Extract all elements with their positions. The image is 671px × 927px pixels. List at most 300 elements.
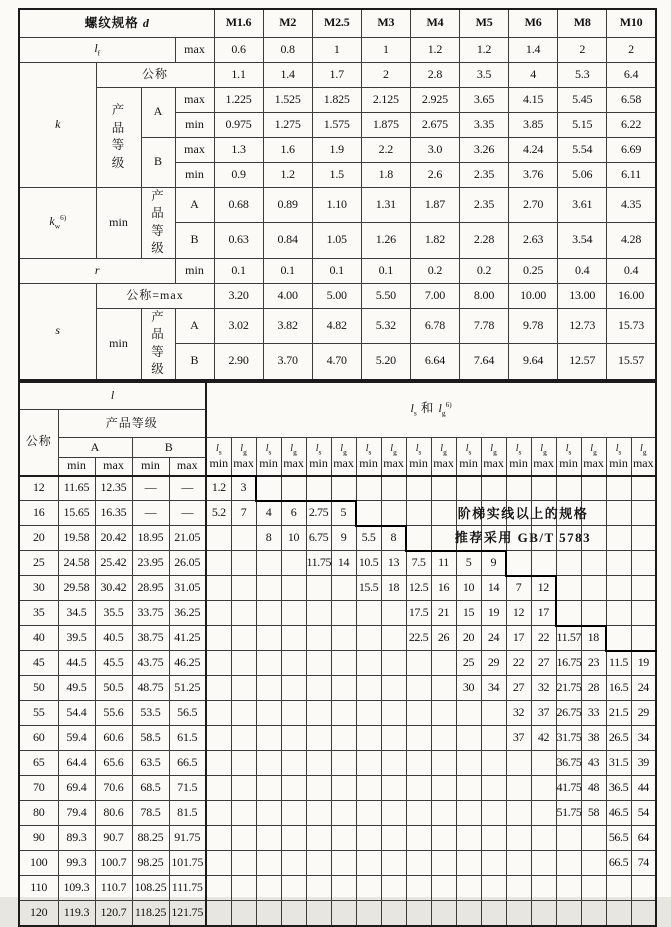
value-cell-r_min-M5: 0.2 xyxy=(459,258,508,283)
empty-cell xyxy=(331,601,356,626)
lg-max-cell: 33 xyxy=(581,701,606,726)
nominal-label: 公称 xyxy=(96,62,214,87)
empty-cell xyxy=(431,676,456,701)
ls-min-cell: 36.5 xyxy=(606,776,631,801)
empty-cell xyxy=(606,501,631,526)
empty-cell xyxy=(231,726,256,751)
empty-cell xyxy=(306,751,331,776)
empty-cell xyxy=(531,526,556,551)
empty-cell xyxy=(506,801,531,826)
empty-cell xyxy=(406,776,431,801)
empty-cell xyxy=(456,851,481,876)
ls-min-cell: 21.75 xyxy=(556,676,581,701)
empty-cell xyxy=(206,826,231,851)
tolerance-cell-B_min: 98.25 xyxy=(132,851,169,876)
empty-cell xyxy=(206,876,231,901)
value-cell-k_B_min-M3: 1.8 xyxy=(361,162,410,187)
value-cell-s_nominal_max-M2.5: 5.00 xyxy=(312,283,361,308)
ls-min-cell: 30 xyxy=(456,676,481,701)
ls-min-cell: 10 xyxy=(456,576,481,601)
tolerance-cell-A_min: 24.58 xyxy=(58,551,95,576)
tolerance-cell-B_max: 31.05 xyxy=(169,576,206,601)
empty-cell xyxy=(381,901,406,926)
empty-cell xyxy=(256,551,281,576)
length-nominal-cell: 25 xyxy=(19,551,58,576)
lg-max-cell: 13 xyxy=(381,551,406,576)
lg-max-cell: 6 xyxy=(281,501,306,526)
length-nominal-cell: 20 xyxy=(19,526,58,551)
tolerance-cell-A_max: 40.5 xyxy=(95,626,132,651)
value-cell-r_min-M2: 0.1 xyxy=(263,258,312,283)
empty-cell xyxy=(406,676,431,701)
value-cell-k_A_max-M6: 4.15 xyxy=(509,87,558,112)
tolerance-cell-B_min: 53.5 xyxy=(132,701,169,726)
length-nominal-cell: 12 xyxy=(19,476,58,501)
empty-cell xyxy=(306,626,331,651)
value-cell-k_B_min-M6: 3.76 xyxy=(509,162,558,187)
empty-cell xyxy=(331,626,356,651)
value-cell-k_A_max-M5: 3.65 xyxy=(459,87,508,112)
empty-cell xyxy=(231,901,256,926)
grade-label: 产品等级 xyxy=(96,87,141,187)
tolerance-cell-A_min: 69.4 xyxy=(58,776,95,801)
empty-cell xyxy=(331,726,356,751)
header-lg-max: $l_g$ max xyxy=(231,438,256,476)
value-cell-s_A_min-M2.5: 4.82 xyxy=(312,308,361,344)
header-grade: 产品等级 xyxy=(58,410,206,438)
value-cell-k_nominal-M1.6: 1.1 xyxy=(214,62,263,87)
empty-cell xyxy=(406,801,431,826)
length-nominal-cell: 70 xyxy=(19,776,58,801)
limit-label: min xyxy=(58,458,95,476)
tolerance-cell-B_max: 51.25 xyxy=(169,676,206,701)
tolerance-cell-B_max: 71.5 xyxy=(169,776,206,801)
empty-cell xyxy=(631,901,656,926)
empty-cell xyxy=(506,526,531,551)
value-cell-k_A_min-M3: 1.875 xyxy=(361,112,410,137)
tolerance-cell-B_max: 81.5 xyxy=(169,801,206,826)
tolerance-cell-A_min: 109.3 xyxy=(58,876,95,901)
length-nominal-cell: 16 xyxy=(19,501,58,526)
empty-cell xyxy=(331,476,356,501)
value-cell-s_B_min-M4: 6.64 xyxy=(410,344,459,380)
empty-cell xyxy=(281,851,306,876)
empty-cell xyxy=(481,876,506,901)
row-label-k: k xyxy=(19,62,96,187)
tolerance-cell-B_min: 118.25 xyxy=(132,901,169,926)
value-cell-kw_B_min-M5: 2.28 xyxy=(459,223,508,259)
empty-cell xyxy=(231,851,256,876)
row-label-s: s xyxy=(19,283,96,380)
header-lg-max: $l_g$ max xyxy=(431,438,456,476)
value-cell-s_B_min-M5: 7.64 xyxy=(459,344,508,380)
header-lg-max: $l_g$ max xyxy=(631,438,656,476)
tolerance-cell-B_min: 28.95 xyxy=(132,576,169,601)
empty-cell xyxy=(506,751,531,776)
header-ls-min: $l_s$ min xyxy=(556,438,581,476)
header-ls-min: $l_s$ min xyxy=(456,438,481,476)
empty-cell xyxy=(206,651,231,676)
empty-cell xyxy=(331,651,356,676)
lg-max-cell: 7 xyxy=(231,501,256,526)
empty-cell xyxy=(281,726,306,751)
lg-max-cell: 19 xyxy=(631,651,656,676)
tolerance-cell-A_max: 16.35 xyxy=(95,501,132,526)
lg-max-cell: 5 xyxy=(331,501,356,526)
empty-cell xyxy=(531,551,556,576)
empty-cell xyxy=(306,726,331,751)
empty-cell xyxy=(306,876,331,901)
empty-cell xyxy=(281,551,306,576)
empty-cell xyxy=(306,651,331,676)
empty-cell xyxy=(256,826,281,851)
empty-cell xyxy=(231,576,256,601)
empty-cell xyxy=(231,776,256,801)
header-ls-min: $l_s$ min xyxy=(506,438,531,476)
empty-cell xyxy=(256,676,281,701)
empty-cell xyxy=(556,876,581,901)
empty-cell xyxy=(606,601,631,626)
ls-min-cell: 31.75 xyxy=(556,726,581,751)
header-ls-min: $l_s$ min xyxy=(356,438,381,476)
tolerance-cell-A_min: 59.4 xyxy=(58,726,95,751)
empty-cell xyxy=(206,901,231,926)
value-cell-k_B_max-M6: 4.24 xyxy=(509,137,558,162)
limit-label: min xyxy=(175,112,214,137)
tolerance-cell-B_min: 58.5 xyxy=(132,726,169,751)
empty-cell xyxy=(281,476,306,501)
empty-cell xyxy=(531,826,556,851)
empty-cell xyxy=(556,501,581,526)
value-cell-kw_A_min-M2.5: 1.10 xyxy=(312,187,361,223)
empty-cell xyxy=(256,651,281,676)
empty-cell xyxy=(531,801,556,826)
lg-max-cell: 23 xyxy=(581,651,606,676)
ls-min-cell: 27 xyxy=(506,676,531,701)
ls-min-cell: 5 xyxy=(456,551,481,576)
empty-cell xyxy=(506,851,531,876)
empty-cell xyxy=(531,476,556,501)
empty-cell xyxy=(331,826,356,851)
value-cell-r_min-M2.5: 0.1 xyxy=(312,258,361,283)
value-cell-k_A_min-M2.5: 1.575 xyxy=(312,112,361,137)
empty-cell xyxy=(631,601,656,626)
empty-cell xyxy=(231,526,256,551)
col-header-size: M5 xyxy=(459,9,508,37)
empty-cell xyxy=(431,801,456,826)
empty-cell xyxy=(556,526,581,551)
lg-max-cell: 28 xyxy=(581,676,606,701)
tolerance-cell-B_min: — xyxy=(132,476,169,501)
empty-cell xyxy=(281,576,306,601)
empty-cell xyxy=(281,826,306,851)
header-lg-max: $l_g$ max xyxy=(581,438,606,476)
empty-cell xyxy=(431,501,456,526)
lg-max-cell: 44 xyxy=(631,776,656,801)
lg-max-cell: 19 xyxy=(481,601,506,626)
tolerance-cell-A_min: 99.3 xyxy=(58,851,95,876)
empty-cell xyxy=(331,801,356,826)
tolerance-cell-A_max: 60.6 xyxy=(95,726,132,751)
col-header-size: M6 xyxy=(509,9,558,37)
value-cell-kw_A_min-M8: 3.61 xyxy=(558,187,607,223)
value-cell-s_B_min-M10: 15.57 xyxy=(607,344,656,380)
limit-label: max xyxy=(95,458,132,476)
value-cell-r_min-M6: 0.25 xyxy=(509,258,558,283)
empty-cell xyxy=(281,676,306,701)
empty-cell xyxy=(281,626,306,651)
empty-cell xyxy=(281,601,306,626)
value-cell-s_A_min-M1.6: 3.02 xyxy=(214,308,263,344)
ls-min-cell: 7 xyxy=(506,576,531,601)
tolerance-cell-B_max: 121.75 xyxy=(169,901,206,926)
tolerance-cell-A_min: 29.58 xyxy=(58,576,95,601)
empty-cell xyxy=(481,851,506,876)
tolerance-cell-A_min: 15.65 xyxy=(58,501,95,526)
ls-min-cell: 6.75 xyxy=(306,526,331,551)
tolerance-cell-A_max: 50.5 xyxy=(95,676,132,701)
empty-cell xyxy=(256,801,281,826)
grade-a-label: A xyxy=(141,87,175,137)
header-lg-max: $l_g$ max xyxy=(281,438,306,476)
value-cell-k_B_min-M10: 6.11 xyxy=(607,162,656,187)
value-cell-k_A_max-M2: 1.525 xyxy=(263,87,312,112)
empty-cell xyxy=(556,576,581,601)
tolerance-cell-B_max: 21.05 xyxy=(169,526,206,551)
empty-cell xyxy=(206,801,231,826)
value-cell-kw_B_min-M2.5: 1.05 xyxy=(312,223,361,259)
value-cell-k_B_min-M2: 1.2 xyxy=(263,162,312,187)
empty-cell xyxy=(481,826,506,851)
empty-cell xyxy=(481,501,506,526)
value-cell-lf_max-M4: 1.2 xyxy=(410,37,459,62)
value-cell-lf_max-M2.5: 1 xyxy=(312,37,361,62)
tolerance-cell-A_max: 100.7 xyxy=(95,851,132,876)
col-header-size: M1.6 xyxy=(214,9,263,37)
ls-min-cell: 15.5 xyxy=(356,576,381,601)
tolerance-cell-B_min: 18.95 xyxy=(132,526,169,551)
grade-a-label: A xyxy=(175,308,214,344)
value-cell-k_nominal-M8: 5.3 xyxy=(558,62,607,87)
value-cell-s_A_min-M3: 5.32 xyxy=(361,308,410,344)
header-grade-a: A xyxy=(58,438,132,458)
tolerance-cell-A_max: 25.42 xyxy=(95,551,132,576)
empty-cell xyxy=(581,501,606,526)
lg-max-cell: 17 xyxy=(531,601,556,626)
empty-cell xyxy=(231,601,256,626)
empty-cell xyxy=(631,476,656,501)
value-cell-kw_A_min-M10: 4.35 xyxy=(607,187,656,223)
empty-cell xyxy=(606,876,631,901)
empty-cell xyxy=(356,876,381,901)
ls-min-cell: 20 xyxy=(456,626,481,651)
empty-cell xyxy=(456,901,481,926)
empty-cell xyxy=(431,876,456,901)
header-lg-max: $l_g$ max xyxy=(331,438,356,476)
empty-cell xyxy=(581,851,606,876)
value-cell-k_B_max-M8: 5.54 xyxy=(558,137,607,162)
empty-cell xyxy=(281,876,306,901)
empty-cell xyxy=(381,776,406,801)
value-cell-kw_B_min-M4: 1.82 xyxy=(410,223,459,259)
tolerance-cell-B_max: 111.75 xyxy=(169,876,206,901)
empty-cell xyxy=(381,676,406,701)
empty-cell xyxy=(231,826,256,851)
tolerance-cell-B_max: 36.25 xyxy=(169,601,206,626)
header-ls-min: $l_s$ min xyxy=(406,438,431,476)
ls-min-cell: 26.75 xyxy=(556,701,581,726)
tolerance-cell-A_max: 120.7 xyxy=(95,901,132,926)
empty-cell xyxy=(506,501,531,526)
lg-max-cell: 14 xyxy=(481,576,506,601)
empty-cell xyxy=(456,826,481,851)
empty-cell xyxy=(356,651,381,676)
lg-max-cell: 24 xyxy=(631,676,656,701)
empty-cell xyxy=(606,526,631,551)
value-cell-k_A_min-M10: 6.22 xyxy=(607,112,656,137)
empty-cell xyxy=(306,826,331,851)
tolerance-cell-A_max: 20.42 xyxy=(95,526,132,551)
grade-a-label: A xyxy=(175,187,214,223)
value-cell-lf_max-M8: 2 xyxy=(558,37,607,62)
tolerance-cell-B_min: 33.75 xyxy=(132,601,169,626)
empty-cell xyxy=(231,801,256,826)
empty-cell xyxy=(456,776,481,801)
ls-min-cell: 22.5 xyxy=(406,626,431,651)
empty-cell xyxy=(631,501,656,526)
note-line-1: 阶梯实线以上的规格 xyxy=(457,505,589,521)
value-cell-s_B_min-M6: 9.64 xyxy=(509,344,558,380)
ls-min-cell: 56.5 xyxy=(606,826,631,851)
empty-cell xyxy=(556,826,581,851)
empty-cell xyxy=(456,726,481,751)
empty-cell xyxy=(581,601,606,626)
value-cell-lf_max-M5: 1.2 xyxy=(459,37,508,62)
empty-cell xyxy=(406,501,431,526)
ls-min-cell: 8 xyxy=(256,526,281,551)
empty-cell xyxy=(256,851,281,876)
empty-cell xyxy=(481,476,506,501)
empty-cell xyxy=(206,626,231,651)
ls-min-cell: 16.5 xyxy=(606,676,631,701)
empty-cell xyxy=(406,901,431,926)
empty-cell xyxy=(256,901,281,926)
value-cell-s_B_min-M2.5: 4.70 xyxy=(312,344,361,380)
empty-cell xyxy=(331,751,356,776)
tolerance-cell-B_min: 88.25 xyxy=(132,826,169,851)
length-table-wrap xyxy=(18,381,655,927)
length-nominal-cell: 100 xyxy=(19,851,58,876)
value-cell-s_A_min-M6: 9.78 xyxy=(509,308,558,344)
value-cell-kw_A_min-M2: 0.89 xyxy=(263,187,312,223)
value-cell-k_B_min-M1.6: 0.9 xyxy=(214,162,263,187)
header-l: l xyxy=(19,382,206,410)
value-cell-kw_B_min-M10: 4.28 xyxy=(607,223,656,259)
empty-cell xyxy=(481,751,506,776)
lg-max-cell: 29 xyxy=(481,651,506,676)
note-line-2: 推荐采用 GB/T 5783 xyxy=(454,529,592,545)
empty-cell xyxy=(481,801,506,826)
ls-min-cell: 17 xyxy=(506,626,531,651)
empty-cell xyxy=(381,476,406,501)
length-nominal-cell: 40 xyxy=(19,626,58,651)
lg-max-cell: 58 xyxy=(581,801,606,826)
empty-cell xyxy=(481,776,506,801)
empty-cell xyxy=(306,476,331,501)
header-grade-b: B xyxy=(132,438,206,458)
ls-min-cell: 66.5 xyxy=(606,851,631,876)
tolerance-cell-B_max: 91.75 xyxy=(169,826,206,851)
value-cell-s_A_min-M8: 12.73 xyxy=(558,308,607,344)
tolerance-cell-B_max: — xyxy=(169,501,206,526)
empty-cell xyxy=(206,601,231,626)
empty-cell xyxy=(256,701,281,726)
empty-cell xyxy=(456,701,481,726)
limit-label: max xyxy=(169,458,206,476)
value-cell-r_min-M3: 0.1 xyxy=(361,258,410,283)
value-cell-k_B_max-M5: 3.26 xyxy=(459,137,508,162)
empty-cell xyxy=(381,501,406,526)
ls-min-cell: 11.57 xyxy=(556,626,581,651)
value-cell-lf_max-M2: 0.8 xyxy=(263,37,312,62)
length-nominal-cell: 50 xyxy=(19,676,58,701)
empty-cell xyxy=(206,701,231,726)
grade-label: 产品等级 xyxy=(141,308,175,380)
value-cell-s_A_min-M10: 15.73 xyxy=(607,308,656,344)
lg-max-cell: 29 xyxy=(631,701,656,726)
limit-label: min xyxy=(175,162,214,187)
empty-cell xyxy=(431,776,456,801)
length-nominal-cell: 110 xyxy=(19,876,58,901)
empty-cell xyxy=(581,876,606,901)
empty-cell xyxy=(581,476,606,501)
empty-cell xyxy=(506,776,531,801)
empty-cell xyxy=(456,501,481,526)
value-cell-kw_B_min-M6: 2.63 xyxy=(509,223,558,259)
empty-cell xyxy=(606,626,631,651)
value-cell-k_nominal-M3: 2 xyxy=(361,62,410,87)
value-cell-k_A_min-M1.6: 0.975 xyxy=(214,112,263,137)
lg-max-cell: 34 xyxy=(481,676,506,701)
empty-cell xyxy=(331,901,356,926)
ls-min-cell: 21.5 xyxy=(606,701,631,726)
empty-cell xyxy=(431,476,456,501)
empty-cell xyxy=(381,726,406,751)
ls-min-cell: 16.75 xyxy=(556,651,581,676)
row-label-r: r xyxy=(19,258,175,283)
empty-cell xyxy=(631,551,656,576)
limit-label: min xyxy=(175,258,214,283)
empty-cell xyxy=(456,801,481,826)
value-cell-k_B_min-M5: 2.35 xyxy=(459,162,508,187)
tolerance-cell-B_min: 43.75 xyxy=(132,651,169,676)
empty-cell xyxy=(206,551,231,576)
tolerance-cell-A_min: 64.4 xyxy=(58,751,95,776)
tolerance-cell-B_min: 78.5 xyxy=(132,801,169,826)
ls-min-cell: 41.75 xyxy=(556,776,581,801)
tolerance-cell-A_min: 54.4 xyxy=(58,701,95,726)
value-cell-r_min-M1.6: 0.1 xyxy=(214,258,263,283)
empty-cell xyxy=(456,476,481,501)
value-cell-k_A_min-M5: 3.35 xyxy=(459,112,508,137)
empty-cell xyxy=(406,476,431,501)
lg-max-cell: 8 xyxy=(381,526,406,551)
header-ls-min: $l_s$ min xyxy=(206,438,231,476)
header-nominal: 公称 xyxy=(19,410,58,476)
nominal-eq-max-label: 公称=max xyxy=(96,283,214,308)
tolerance-cell-B_min: — xyxy=(132,501,169,526)
col-header-size: M4 xyxy=(410,9,459,37)
